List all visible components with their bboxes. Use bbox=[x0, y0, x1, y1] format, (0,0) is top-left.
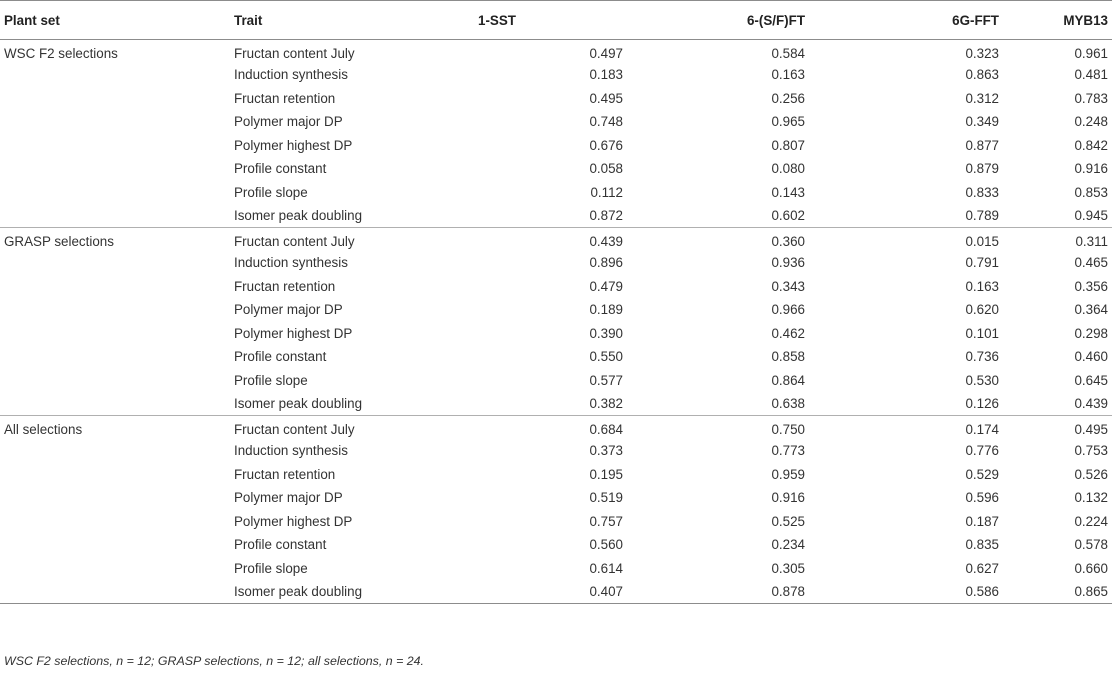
cell-trait: Profile constant bbox=[234, 537, 327, 553]
table-row bbox=[0, 63, 1112, 87]
cell-6g-fft: 0.529 bbox=[965, 466, 999, 482]
cell-6g-fft: 0.349 bbox=[965, 114, 999, 130]
table-row bbox=[0, 181, 1112, 205]
table-row bbox=[0, 463, 1112, 487]
cell-1-sst: 0.748 bbox=[589, 114, 623, 130]
header-trait: Trait bbox=[234, 1, 478, 40]
cell-6-sfft: 0.966 bbox=[771, 302, 805, 318]
cell-trait: Fructan content July bbox=[234, 45, 355, 61]
cell-6-sfft: 0.343 bbox=[771, 278, 805, 294]
table-body bbox=[0, 40, 1112, 604]
header-plant-set: Plant set bbox=[0, 1, 234, 40]
table-row bbox=[0, 557, 1112, 581]
table-row bbox=[0, 110, 1112, 134]
cell-6g-fft: 0.833 bbox=[965, 184, 999, 200]
cell-myb13: 0.526 bbox=[1074, 466, 1108, 482]
cell-trait: Polymer major DP bbox=[234, 302, 343, 318]
cell-6g-fft: 0.791 bbox=[965, 255, 999, 271]
cell-6-sfft: 0.959 bbox=[771, 466, 805, 482]
cell-myb13: 0.753 bbox=[1074, 443, 1108, 459]
cell-1-sst: 0.439 bbox=[478, 228, 653, 252]
cell-plant-set bbox=[0, 392, 234, 416]
cell-6g-fft: 0.863 bbox=[965, 67, 999, 83]
cell-trait: Induction synthesis bbox=[234, 67, 348, 83]
cell-6g-fft: 0.101 bbox=[965, 325, 999, 341]
cell-plant-set bbox=[0, 181, 234, 205]
header-1-sst: 1-SST bbox=[478, 1, 653, 40]
cell-myb13: 0.481 bbox=[1074, 67, 1108, 83]
header-6-sfft: 6-(S/F)FT bbox=[653, 1, 835, 40]
cell-1-sst: 0.896 bbox=[589, 255, 623, 271]
cell-6g-fft: 0.879 bbox=[965, 161, 999, 177]
table-row bbox=[0, 369, 1112, 393]
cell-plant-set bbox=[0, 275, 234, 299]
cell-myb13: 0.853 bbox=[1074, 184, 1108, 200]
cell-1-sst: 0.112 bbox=[590, 184, 623, 200]
table-row bbox=[0, 134, 1112, 158]
cell-6-sfft: 0.773 bbox=[771, 443, 805, 459]
cell-trait: Isomer peak doubling bbox=[234, 208, 363, 223]
cell-myb13: 0.783 bbox=[1074, 90, 1108, 106]
cell-plant-set bbox=[0, 463, 234, 487]
cell-1-sst: 0.757 bbox=[589, 513, 623, 529]
cell-6g-fft: 0.627 bbox=[965, 560, 999, 576]
cell-6g-fft: 0.187 bbox=[965, 513, 999, 529]
cell-1-sst: 0.390 bbox=[589, 325, 623, 341]
cell-myb13: 0.660 bbox=[1074, 560, 1108, 576]
cell-trait: Polymer major DP bbox=[234, 490, 343, 506]
cell-myb13: 0.916 bbox=[1074, 161, 1108, 177]
cell-6g-fft: 0.126 bbox=[965, 396, 999, 411]
cell-plant-set bbox=[0, 322, 234, 346]
cell-6-sfft: 0.143 bbox=[771, 184, 805, 200]
header-6g-fft: 6G-FFT bbox=[835, 1, 1027, 40]
cell-6g-fft: 0.620 bbox=[965, 302, 999, 318]
cell-6-sfft: 0.858 bbox=[771, 349, 805, 365]
table-row bbox=[0, 322, 1112, 346]
cell-myb13: 0.311 bbox=[1027, 228, 1112, 252]
header-myb13: MYB13 bbox=[1027, 1, 1112, 40]
cell-6g-fft: 0.530 bbox=[965, 372, 999, 388]
cell-6-sfft: 0.807 bbox=[771, 137, 805, 153]
cell-6g-fft: 0.586 bbox=[835, 580, 1027, 604]
cell-6g-fft: 0.312 bbox=[965, 90, 999, 106]
cell-6g-fft: 0.736 bbox=[965, 349, 999, 365]
cell-plant-set bbox=[0, 533, 234, 557]
cell-trait: Profile slope bbox=[234, 560, 308, 576]
table-row bbox=[0, 40, 1112, 64]
header-row bbox=[0, 1, 1112, 40]
cell-6g-fft: 0.835 bbox=[965, 537, 999, 553]
cell-6-sfft: 0.163 bbox=[771, 67, 805, 83]
cell-6-sfft: 0.878 bbox=[653, 580, 835, 604]
cell-6-sfft: 0.360 bbox=[653, 228, 835, 252]
cell-plant-set: WSC F2 selections bbox=[4, 45, 118, 61]
cell-plant-set: All selections bbox=[0, 416, 234, 440]
cell-1-sst: 0.373 bbox=[589, 443, 623, 459]
cell-6-sfft: 0.916 bbox=[771, 490, 805, 506]
cell-trait: Polymer highest DP bbox=[234, 137, 353, 153]
table-row bbox=[0, 510, 1112, 534]
cell-myb13: 0.945 bbox=[1074, 208, 1108, 223]
cell-trait: Fructan retention bbox=[234, 466, 336, 482]
table-row bbox=[0, 486, 1112, 510]
cell-6-sfft: 0.965 bbox=[771, 114, 805, 130]
cell-1-sst: 0.407 bbox=[478, 580, 653, 604]
table-row bbox=[0, 251, 1112, 275]
cell-6g-fft: 0.174 bbox=[835, 416, 1027, 440]
cell-6g-fft: 0.789 bbox=[965, 208, 999, 223]
cell-6g-fft: 0.015 bbox=[835, 228, 1027, 252]
cell-6-sfft: 0.462 bbox=[771, 325, 805, 341]
cell-1-sst: 0.479 bbox=[589, 278, 623, 294]
cell-trait: Profile slope bbox=[234, 184, 308, 200]
cell-myb13: 0.364 bbox=[1074, 302, 1108, 318]
cell-1-sst: 0.550 bbox=[589, 349, 623, 365]
cell-myb13: 0.224 bbox=[1074, 513, 1108, 529]
cell-plant-set bbox=[0, 369, 234, 393]
table-row bbox=[0, 533, 1112, 557]
table-row bbox=[0, 416, 1112, 440]
cell-1-sst: 0.189 bbox=[589, 302, 623, 318]
cell-plant-set bbox=[0, 251, 234, 275]
cell-trait: Induction synthesis bbox=[234, 443, 348, 459]
cell-trait: Isomer peak doubling bbox=[234, 580, 478, 604]
table-row bbox=[0, 87, 1112, 111]
cell-plant-set bbox=[0, 439, 234, 463]
cell-trait: Fructan retention bbox=[234, 278, 336, 294]
cell-myb13: 0.439 bbox=[1074, 396, 1108, 411]
cell-1-sst: 0.614 bbox=[589, 560, 623, 576]
cell-plant-set bbox=[0, 345, 234, 369]
cell-plant-set bbox=[0, 110, 234, 134]
table-row bbox=[0, 580, 1112, 604]
cell-myb13: 0.495 bbox=[1027, 416, 1112, 440]
cell-plant-set bbox=[0, 134, 234, 158]
cell-6-sfft: 0.936 bbox=[771, 255, 805, 271]
cell-trait: Profile constant bbox=[234, 349, 327, 365]
cell-myb13: 0.578 bbox=[1074, 537, 1108, 553]
cell-myb13: 0.248 bbox=[1074, 114, 1108, 130]
cell-trait: Isomer peak doubling bbox=[234, 396, 363, 411]
cell-trait: Polymer major DP bbox=[234, 114, 343, 130]
cell-6g-fft: 0.163 bbox=[965, 278, 999, 294]
cell-1-sst: 0.519 bbox=[589, 490, 623, 506]
cell-plant-set bbox=[0, 486, 234, 510]
table-row bbox=[0, 298, 1112, 322]
cell-plant-set bbox=[0, 298, 234, 322]
cell-6-sfft: 0.080 bbox=[771, 161, 805, 177]
cell-myb13: 0.460 bbox=[1074, 349, 1108, 365]
cell-6-sfft: 0.525 bbox=[771, 513, 805, 529]
cell-6g-fft: 0.776 bbox=[965, 443, 999, 459]
cell-plant-set bbox=[0, 510, 234, 534]
cell-6-sfft: 0.864 bbox=[771, 372, 805, 388]
table-row bbox=[0, 345, 1112, 369]
table-footnote: WSC F2 selections, n = 12; GRASP selections, n = 12; all selections, n = 24. bbox=[4, 654, 424, 668]
cell-6-sfft: 0.234 bbox=[771, 537, 805, 553]
cell-myb13: 0.865 bbox=[1027, 580, 1112, 604]
cell-trait: Polymer highest DP bbox=[234, 513, 353, 529]
cell-6g-fft: 0.596 bbox=[965, 490, 999, 506]
cell-1-sst: 0.382 bbox=[589, 396, 623, 411]
cell-1-sst: 0.497 bbox=[589, 45, 623, 61]
cell-trait: Profile constant bbox=[234, 161, 327, 177]
cell-trait: Polymer highest DP bbox=[234, 325, 353, 341]
cell-myb13: 0.465 bbox=[1074, 255, 1108, 271]
cell-plant-set: GRASP selections bbox=[0, 228, 234, 252]
cell-1-sst: 0.058 bbox=[589, 161, 623, 177]
cell-trait: Induction synthesis bbox=[234, 255, 348, 271]
cell-1-sst: 0.872 bbox=[589, 208, 623, 223]
cell-1-sst: 0.560 bbox=[589, 537, 623, 553]
cell-1-sst: 0.684 bbox=[478, 416, 653, 440]
cell-1-sst: 0.183 bbox=[589, 67, 623, 83]
cell-1-sst: 0.495 bbox=[589, 90, 623, 106]
cell-6-sfft: 0.750 bbox=[653, 416, 835, 440]
cell-6-sfft: 0.256 bbox=[771, 90, 805, 106]
cell-plant-set bbox=[0, 157, 234, 181]
cell-1-sst: 0.577 bbox=[589, 372, 623, 388]
table-row bbox=[0, 228, 1112, 252]
table-row bbox=[0, 157, 1112, 181]
cell-6g-fft: 0.323 bbox=[965, 45, 999, 61]
cell-1-sst: 0.195 bbox=[589, 466, 623, 482]
cell-1-sst: 0.676 bbox=[589, 137, 623, 153]
cell-6g-fft: 0.877 bbox=[965, 137, 999, 153]
cell-myb13: 0.356 bbox=[1074, 278, 1108, 294]
cell-6-sfft: 0.305 bbox=[771, 560, 805, 576]
cell-myb13: 0.132 bbox=[1074, 490, 1108, 506]
cell-trait: Profile slope bbox=[234, 372, 308, 388]
cell-plant-set bbox=[0, 580, 234, 604]
cell-6-sfft: 0.584 bbox=[771, 45, 805, 61]
cell-plant-set bbox=[0, 204, 234, 228]
cell-trait: Fructan content July bbox=[234, 416, 478, 440]
cell-6-sfft: 0.638 bbox=[771, 396, 805, 411]
cell-trait: Fructan content July bbox=[234, 228, 478, 252]
cell-6-sfft: 0.602 bbox=[771, 208, 805, 223]
cell-plant-set bbox=[0, 87, 234, 111]
cell-myb13: 0.961 bbox=[1074, 45, 1108, 61]
cell-trait: Fructan retention bbox=[234, 90, 336, 106]
cell-myb13: 0.645 bbox=[1074, 372, 1108, 388]
cell-plant-set bbox=[0, 63, 234, 87]
table-row bbox=[0, 275, 1112, 299]
cell-myb13: 0.842 bbox=[1074, 137, 1108, 153]
cell-myb13: 0.298 bbox=[1074, 325, 1108, 341]
table-row bbox=[0, 204, 1112, 228]
table-row bbox=[0, 439, 1112, 463]
table-row bbox=[0, 392, 1112, 416]
cell-plant-set bbox=[0, 557, 234, 581]
